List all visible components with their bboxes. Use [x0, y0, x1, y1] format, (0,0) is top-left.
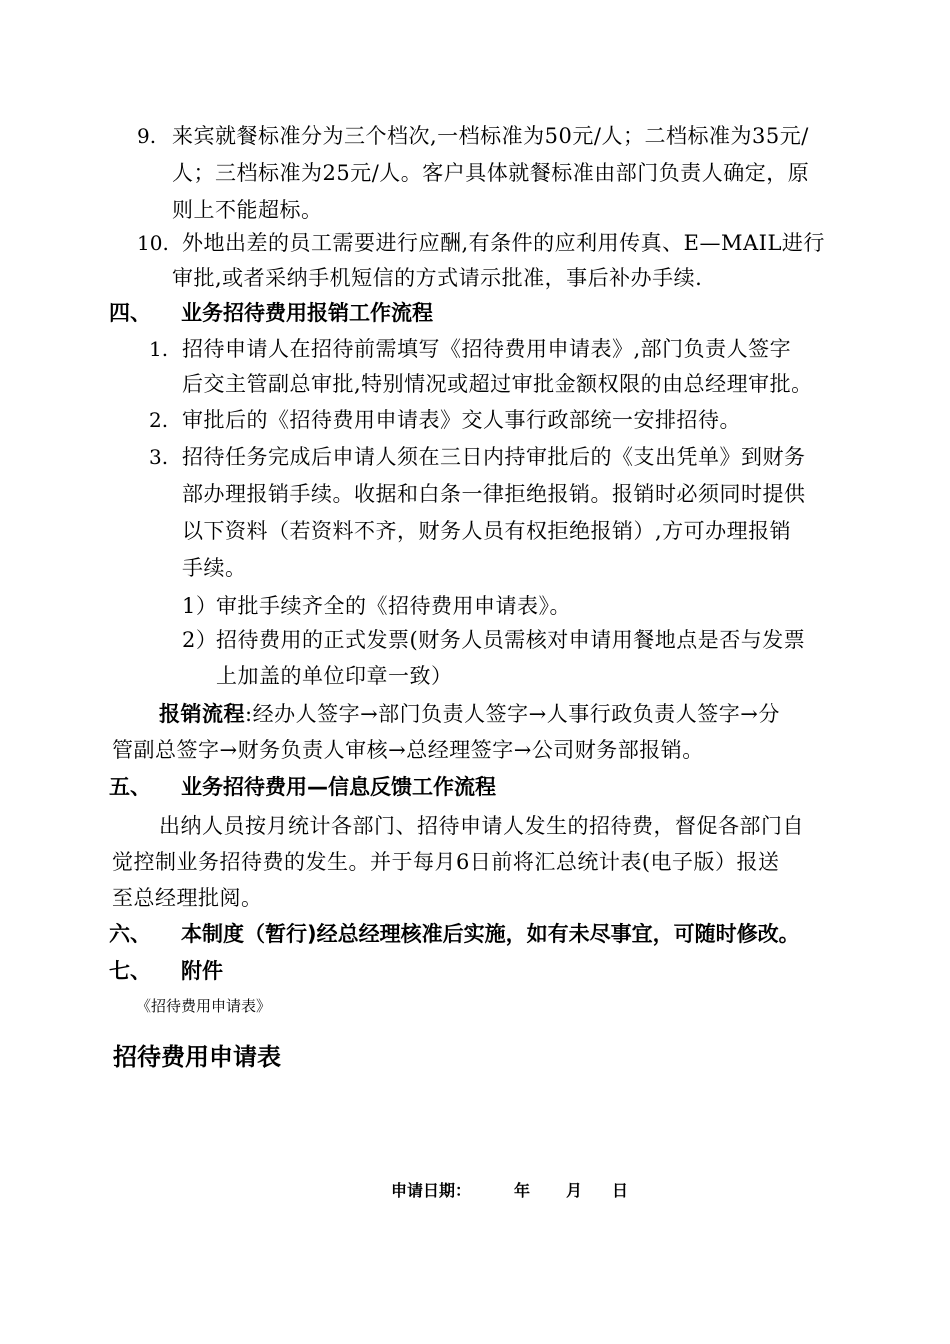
- subitem-2-number: 2）: [182, 628, 218, 652]
- subitem-1-line-1: 审批手续齐全的《招待费用申请表》。: [216, 594, 571, 618]
- application-date-label: 申请日期：: [391, 1181, 472, 1200]
- s4-item-1-number: 1.: [149, 337, 169, 361]
- s4-item-3-number: 3.: [149, 445, 169, 469]
- item-9-line-2: 人；三档标准为25元/人。客户具体就餐标准由部门负责人确定，原: [172, 161, 810, 185]
- item-9-line-3: 则上不能超标。: [172, 198, 323, 222]
- section-6-heading: 本制度（暂行)经总经理核准后实施，如有未尽事宜，可随时修改。: [181, 922, 800, 946]
- section-5-line-2: 觉控制业务招待费的发生。并于每月6日前将汇总统计表(电子版）报送: [112, 850, 780, 874]
- reimbursement-flow-line-2: 管副总签字→财务负责人审核→总经理签字→公司财务部报销。: [112, 738, 704, 762]
- subitem-2-line-2: 上加盖的单位印章一致）: [216, 664, 453, 688]
- subitem-1-number: 1）: [182, 594, 218, 618]
- section-4-heading: 业务招待费用报销工作流程: [181, 301, 433, 325]
- subitem-2-line-1: 招待费用的正式发票(财务人员需核对申请用餐地点是否与发票: [216, 628, 806, 652]
- s4-item-3-line-4: 手续。: [182, 556, 247, 580]
- date-year-label: 年: [514, 1181, 531, 1200]
- section-5-line-1: 出纳人员按月统计各部门、招待申请人发生的招待费，督促各部门自: [159, 814, 804, 838]
- flow-label: 报销流程: [159, 702, 245, 726]
- s4-item-2-line-1: 审批后的《招待费用申请表》交人事行政部统一安排招待。: [182, 408, 741, 432]
- flow-text-1: :经办人签字→部门负责人签字→人事行政负责人签字→分: [245, 702, 780, 726]
- attachment-name: 《招待费用申请表》: [136, 997, 272, 1015]
- s4-item-3-line-3: 以下资料（若资料不齐，财务人员有权拒绝报销）,方可办理报销: [182, 519, 792, 543]
- s4-item-2-number: 2.: [149, 408, 169, 432]
- date-month-label: 月: [566, 1181, 583, 1200]
- s4-item-3-line-2: 部办理报销手续。收据和白条一律拒绝报销。报销时必须同时提供: [182, 482, 806, 506]
- form-title: 招待费用申请表: [113, 1043, 281, 1071]
- date-day-label: 日: [612, 1181, 629, 1200]
- section-6-number: 六、: [109, 922, 151, 946]
- section-7-number: 七、: [109, 959, 151, 983]
- reimbursement-flow-line-1: [159, 700, 780, 728]
- item-10-number: 10.: [137, 231, 169, 255]
- section-5-number: 五、: [109, 775, 151, 799]
- section-4-number: 四、: [109, 301, 151, 325]
- item-9-number: 9.: [137, 124, 157, 148]
- section-5-line-3: 至总经理批阅。: [112, 886, 263, 910]
- s4-item-1-line-2: 后交主管副总审批,特别情况或超过审批金额权限的由总经理审批。: [182, 372, 813, 396]
- section-7-heading: 附件: [181, 959, 223, 983]
- section-5-heading: 业务招待费用—信息反馈工作流程: [181, 775, 496, 799]
- item-9-line-1: 来宾就餐标准分为三个档次,一档标准为50元/人；二档标准为35元/: [172, 124, 809, 148]
- item-10-line-2: 审批,或者采纳手机短信的方式请示批准，事后补办手续.: [172, 266, 703, 290]
- s4-item-1-line-1: 招待申请人在招待前需填写《招待费用申请表》,部门负责人签字: [182, 337, 792, 361]
- item-10-line-1: 外地出差的员工需要进行应酬,有条件的应利用传真、E—MAIL进行: [182, 231, 825, 255]
- s4-item-3-line-1: 招待任务完成后申请人须在三日内持审批后的《支出凭单》到财务: [182, 445, 806, 469]
